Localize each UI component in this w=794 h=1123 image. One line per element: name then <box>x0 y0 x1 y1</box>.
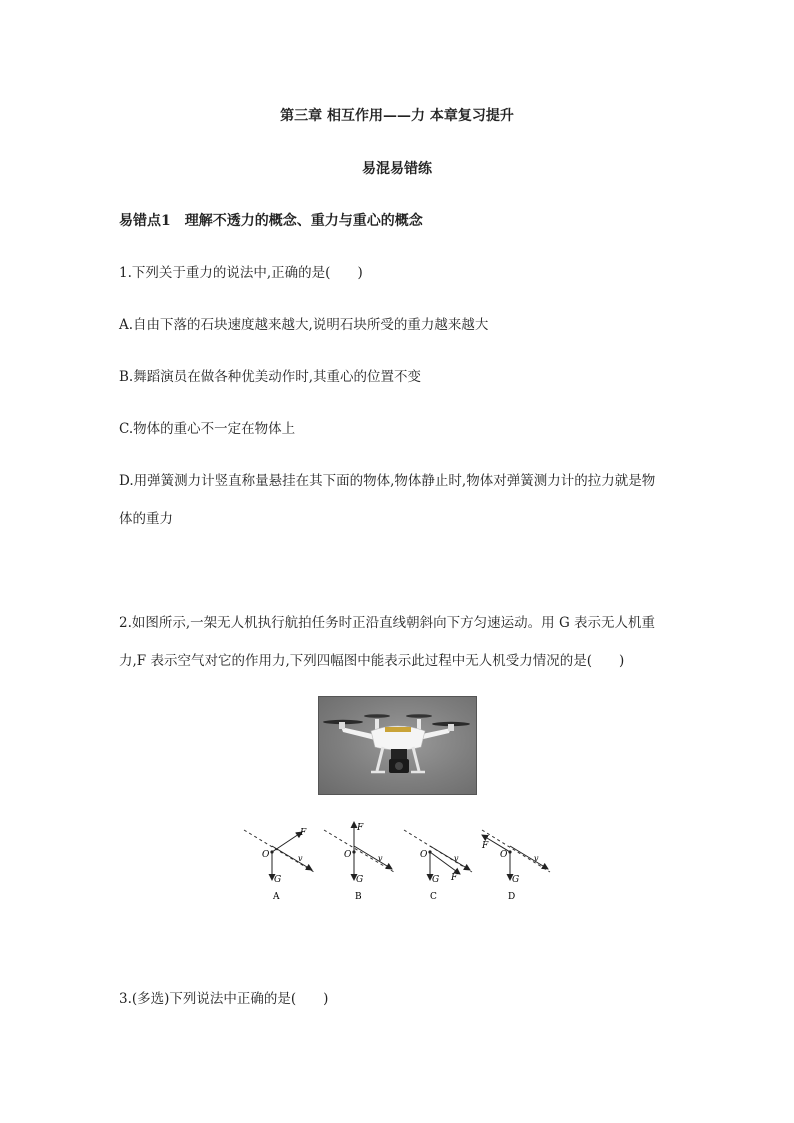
drone-icon <box>319 697 476 794</box>
velocity-label: v <box>454 854 459 863</box>
diagram-b <box>324 822 394 902</box>
option-c-label: C <box>430 892 437 902</box>
diagram-c <box>404 830 472 902</box>
force-diagrams <box>236 816 556 908</box>
velocity-label: v <box>534 854 539 863</box>
error-point-heading: 易错点1 理解不透力的概念、重力与重心的概念 <box>119 213 423 229</box>
velocity-label: v <box>298 854 303 863</box>
section-heading: 易混易错练 <box>362 161 432 177</box>
force-f-label: F <box>482 841 489 851</box>
gravity-g-label: G <box>512 875 520 885</box>
force-f-label: F <box>300 828 307 838</box>
drone-photo <box>318 696 477 795</box>
point-o-label: O <box>500 850 508 860</box>
question-1-option-b: B.舞蹈演员在做各种优美动作时,其重心的位置不变 <box>119 369 422 385</box>
point-o-label: O <box>344 850 352 860</box>
question-1-option-a: A.自由下落的石块速度越来越大,说明石块所受的重力越来越大 <box>119 317 489 333</box>
option-a-label: A <box>273 892 280 902</box>
page-title: 第三章 相互作用——力 本章复习提升 <box>280 108 514 124</box>
option-b-label: B <box>355 892 362 902</box>
point-o-label: O <box>262 850 270 860</box>
velocity-label: v <box>378 854 383 863</box>
force-f-label: F <box>451 873 458 883</box>
diagram-d <box>481 830 550 902</box>
question-1-stem: 1.下列关于重力的说法中,正确的是( ) <box>119 265 363 281</box>
question-1-option-c: C.物体的重心不一定在物体上 <box>119 421 296 437</box>
question-1-option-d-line1: D.用弹簧测力计竖直称量悬挂在其下面的物体,物体静止时,物体对弹簧测力计的拉力就是物 <box>119 473 656 489</box>
option-d-label: D <box>508 892 516 902</box>
question-3-stem: 3.(多选)下列说法中正确的是( ) <box>119 991 329 1007</box>
gravity-g-label: G <box>356 875 364 885</box>
question-2-line1: 2.如图所示,一架无人机执行航拍任务时正沿直线朝斜向下方匀速运动。用 G 表示无人机重 <box>119 615 656 631</box>
gravity-g-label: G <box>274 875 282 885</box>
question-1-option-d-line2: 体的重力 <box>119 511 173 527</box>
force-f-label: F <box>357 823 364 833</box>
gravity-g-label: G <box>432 875 440 885</box>
question-2-line2: 力,F 表示空气对它的作用力,下列四幅图中能表示此过程中无人机受力情况的是( ) <box>119 653 625 669</box>
diagram-a <box>244 828 314 902</box>
point-o-label: O <box>420 850 428 860</box>
